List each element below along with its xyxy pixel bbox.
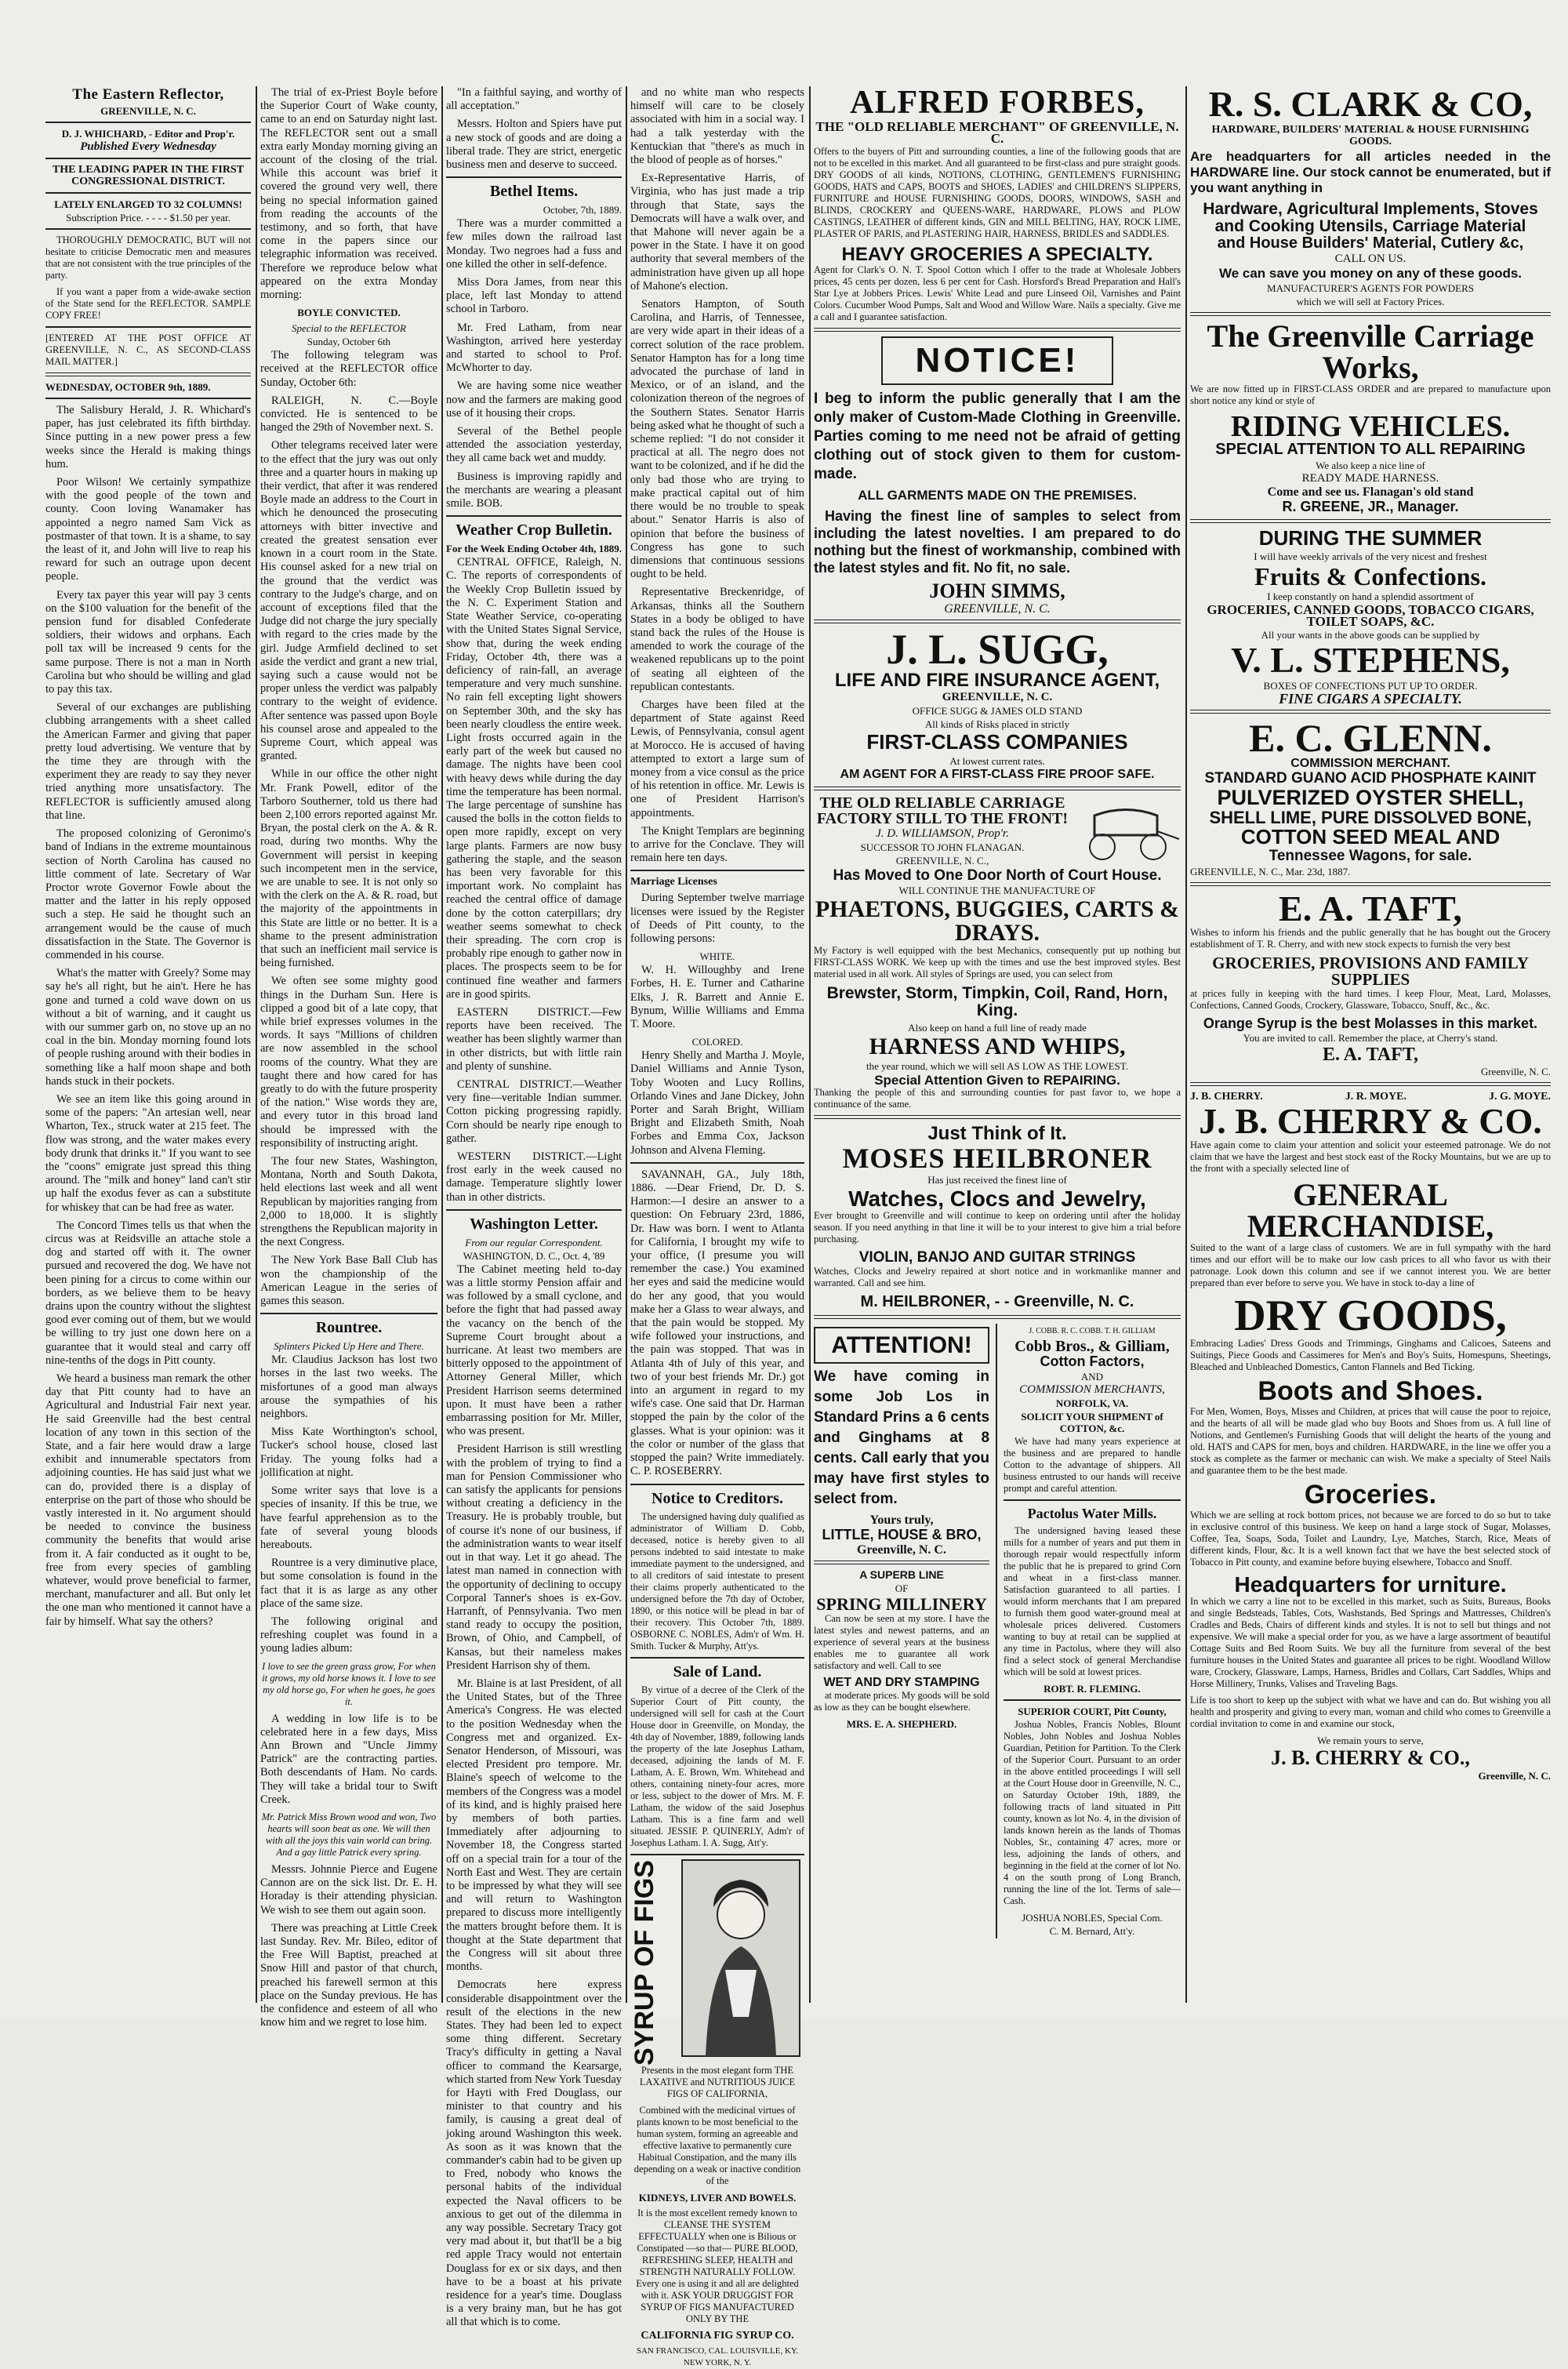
section-date: Sunday, October 6th <box>260 336 437 347</box>
column-1 <box>45 86 251 2003</box>
ad-headline: STANDARD GUANO ACID PHOSPHATE KAINIT <box>1190 771 1551 787</box>
attention-ad <box>814 1324 989 1938</box>
ad-signature: JOHN SIMMS, <box>814 581 1181 601</box>
ad-date: GREENVILLE, N. C., Mar. 23d, 1887. <box>1190 866 1551 877</box>
poem: Mr. Patrick Miss Brown wood and won, Two hearts will soon beat as one. We will then with all the joys this vain world can bring. And a gay little Patrick every spring. <box>260 1811 437 1859</box>
ad-headline: HEAVY GROCERIES A SPECIALTY. <box>814 245 1181 264</box>
article-paragraph: CENTRAL OFFICE, Raleigh, N. C. The reports of correspondents of the Weekly Crop Bulletin issued by the N. C. Experiment Station and State Weather Service, co-operating with the United States Signal Service, show that, during the week ending Friday, October 4th, there was a deficiency of rain-fall, an average temperature and very much sunshine. No rain fell excepting light showers on September 30th, and the sky has been nearly cloudless the entire week. Light frosts occurred again in the early part of the week but caused no damage. The nights have been cool with heavy dews while during the day time the temperature has been normal. The large percentage of sunshine has caused the bolls in the cotton fields to open more rapidly, except on very large plants. Farmers are now busy gathering the staple, and the season has been very favorable for this important work. No complaint has reached the central office of damage done by the cotton caterpillars; dry weather seems somewhat to check their spreading. The corn crop is probably ripe enough to gather now in places. The prospects seem to be for continued fine weather and farmers are in good spirits. <box>446 556 622 1001</box>
article-paragraph: We often see some mighty good things in the Durham Sun. Here is clipped a good bit of a late copy, that while brief expresses volumes in the words. It says "Millions of children are now assembled in the school rooms of the country. What they are taught there and how cared for has greatly to do with the future prosperity of the nation." Wise words they are, and every tutor in this broad land should be impressed with the responsibility of instructing aright. <box>260 975 437 1150</box>
ad-headline: FINE CIGARS A SPECIALTY. <box>1190 693 1551 705</box>
article-paragraph: The Cabinet meeting held to-day was a little stormy Pension affair and was followed by a small cyclone, and before the fight that had passed away the vacancy on the bench of the Supreme Court brought about a hurricane. At least two members are bitterly opposed to the appointment of Attorney General Miller, which President Harrison seems determined upon. It must have been a rather embarrassing position for Mr. Miller, who was present. <box>446 1263 622 1439</box>
ad-title: THE OLD RELIABLE CARRIAGE FACTORY STILL TO THE FRONT! <box>814 795 1071 827</box>
ad-city: NORFOLK, VA. <box>1004 1397 1181 1409</box>
ad-body: We are now fitted up in FIRST-CLASS ORDER and are prepared to manufacture upon short notice any kind or style of <box>1190 383 1551 407</box>
ad-headline: Tennessee Wagons, for sale. <box>1190 848 1551 864</box>
ad-title: ALFRED FORBES, <box>814 86 1181 119</box>
sample-copy: If you want a paper from a wide-awake section of the State send for the REFLECTOR. SAMPLE COPY FREE! <box>45 286 251 322</box>
ad-line: All kinds of Risks placed in strictly <box>814 718 1181 730</box>
buggy-illustration <box>1071 800 1181 863</box>
ad-body: Watches, Clocks and Jewelry repaired at short notice and in workmanlike manner and warranted. Call and see him. <box>814 1266 1181 1289</box>
section-heading: Notice to Creditors. <box>630 1490 804 1508</box>
ad-line: I keep constantly on hand a splendid assortment of <box>1190 590 1551 602</box>
column-5-ads <box>814 86 1181 2003</box>
ad-headline: ALL GARMENTS MADE ON THE PREMISES. <box>814 489 1181 503</box>
ad-line: SOLICIT YOUR SHIPMENT of COTTON, &c. <box>1004 1411 1181 1434</box>
ad-line: AND <box>1004 1371 1181 1383</box>
ad-body: Have again come to claim your attention and solicit your esteemed patronage. We do not claim that we have the largest and best stock east of the Rocky Mountains, but we are up to the front with a specially selected line of <box>1190 1139 1551 1175</box>
partner-name: J. G. MOYE. <box>1489 1091 1551 1103</box>
ad-title: DURING THE SUMMER <box>1190 528 1551 549</box>
ad-city: GREENVILLE, N. C. <box>814 603 1181 615</box>
ad-line: Come and see us. Flanagan's old stand <box>1190 486 1551 498</box>
article-paragraph: President Harrison is still wrestling with the problem of trying to find a man for Pension Commissioner who can satisfy the applicants for pensions without creating a deficiency in the Treasury. He is probably trouble, but of course it's none of our business, if the administration wants to wear itself out in that way. Let it go ahead. The latest man named in connection with the opportunity of declining to occupy Corporal Tanner's shoes is ex-Gov. Harranft, of Pennsylvania. Two men stand ready to occupy the position, Brown, of Ohio, and Campbell, of Kansas, but their nameless makes President Harrison shy of them. <box>446 1443 622 1672</box>
ad-body: Having the finest line of samples to select from including the latest novelties. I am prepared to do nothing but the finest of workmanship, combined with the latest styles and fit. No fit, no sale. <box>814 507 1181 576</box>
ad-line: You are invited to call. Remember the place, at Cherry's stand. <box>1190 1032 1551 1044</box>
simms-notice-ad <box>814 336 1181 615</box>
published-line: Published Every Wednesday <box>45 141 251 153</box>
editor-line: D. J. WHICHARD, - Editor and Prop'r. <box>45 128 251 140</box>
article-paragraph: Messrs. Johnnie Pierce and Eugene Cannon are on the sick list. Dr. E. H. Horaday is their attending physician. We wish to see them out again soon. <box>260 1863 437 1917</box>
article-paragraph: The Knight Templars are beginning to arrive for the Conclave. They will remain here ten days. <box>630 825 804 866</box>
article-paragraph: The trial of ex-Priest Boyle before the Superior Court of Wake county, came to an end on Saturday night last. The REFLECTOR sent out a small extra early Monday morning giving an account of the closing of the trial. While this account was brief it covered the ground very well, there being no special information gained from reading the accounts of the testimony, and so forth, that have come in the papers since our telegraphic information was received. Therefore we reproduce below what appeared on the extra Monday morning: <box>260 86 437 302</box>
ad-body: For Men, Women, Boys, Misses and Children, at prices that will cause the poor to rejoice, and the hearts of all will be made glad who buy Boots and Shoes from us. A full line of Notions, and Gentlemen's Furnishing Goods that will delight the hearts of the young and old. HATS and CAPS for men, boys and children. HARDWARE, in the line we offer you a stock as complete as the farmer or mechanic can wish. We make a specialty of Steel Nails and guarantee them to be the best made. <box>1190 1406 1551 1477</box>
ad-line: WILL CONTINUE THE MANUFACTURE OF <box>814 885 1181 896</box>
ad-body: Suited to the want of a large class of customers. We are in full sympathy with the hard times and our effort will be to make our low cash prices to all who favor us with their patronage. Look down this column and see if we cannot interest you. We are better prepared than ever before to serve you. We have in stock to-day a line of <box>1190 1242 1551 1289</box>
ad-line: All your wants in the above goods can be supplied by <box>1190 629 1551 641</box>
section-subheading: Special to the REFLECTOR <box>260 322 437 334</box>
ad-city: Greenville, N. C. <box>1190 1066 1551 1077</box>
ad-line: We also keep a nice line of <box>1190 460 1551 471</box>
column-2 <box>260 86 437 2003</box>
article-paragraph: Henry Shelly and Martha J. Moyle, Daniel Williams and Annie Tyson, Toby Wooten and Lucy Rollins, Orlando Vines and Jane Dickey, John Porter and Sarah Bright, William Bright and Elizabeth Smith, Noah Forbes and Emma Cox, Jackson Johnson and Alvena Fleming. <box>630 1049 804 1157</box>
lady-illustration <box>682 1860 800 2056</box>
article-paragraph: Other telegrams received later were to the effect that the jury was out only three and a quarter hours in making up their verdict, that after it was rendered Boyle made an address to the Court in which he denounced the prosecuting attorneys with bitter invective and created the greatest sensation ever known in a court room in the State. His counsel asked for a new trial on the ground that the verdict was contrary to the Judge's charge, and on account of exceptions filed that the Judge did not charge the jury specially with regard to the cries made by the girl. Judge Armfield declined to set aside the verdict and grant a new trial, saying such a cause would not be proper unless the verdict was palpably contrary to the weight of evidence. After sentence was passed upon Boyle his counsel arose and appealed to the Supreme Court, which appeal was granted. <box>260 439 437 763</box>
ad-body: Thanking the people of this and surrounding counties for past favor to, we hope a continuance of the same. <box>814 1087 1181 1110</box>
article-paragraph: We heard a business man remark the other day that Pitt county had to have an Agricultural and Industrial Fair next year. He said Greenville had the best central location of any town in this section of the State, and a fair here would draw a large exhibit and innumerable spectators from adjoining counties. He has said just what we can do, provided there is a display of enterprise on the part of those who should be vastly interested in it. No argument should be needed to convince the business community the benefits that would arise from it. A fair conducted as it ought to be, free from every species of gambling whatever, would prove beneficial to farmer, merchant, manufacturer and all. But only let the one man who mentioned it cannot have a fair by himself. What say the others? <box>45 1372 251 1629</box>
ad-title: SPRING MILLINERY <box>814 1596 989 1613</box>
article-paragraph: We are having some nice weather now and the farmers are making good use of it housing their crops. <box>446 380 622 420</box>
column-4 <box>630 86 804 2003</box>
taft-ad <box>1190 891 1551 1078</box>
article-paragraph: W. H. Willoughby and Irene Forbes, H. E. Turner and Catharine Elks, J. R. Barrett and Annie E. Bynum, Willie Williams and Emma T. Moore. <box>630 964 804 1031</box>
article-paragraph: There was a murder committed a few miles down the railroad last Monday. Two negroes had a fuss and one killed the other in self-defence. <box>446 217 622 271</box>
figs-body: Combined with the medicinal virtues of plants known to be most beneficial to the human system, forming an agreeable and effective laxative to permanently cure Habitual Constipation, and the many ills depending on a weak or inactive condition of the <box>630 2105 804 2187</box>
ad-headline: DRY GOODS, <box>1190 1294 1551 1338</box>
ad-line: A SUPERB LINE <box>814 1569 989 1581</box>
enlarged-line: LATELY ENLARGED TO 32 COLUMNS! <box>45 198 251 210</box>
article-paragraph: Poor Wilson! We certainly sympathize with the good people of the town and county. Coon loving Wanamaker has appointed a negro named Sam Vick as postmaster of that town. It is a shame, to say the least of it, and John will live to reap his reward for such an outrage upon decent people. <box>45 476 251 584</box>
section-heading: Washington Letter. <box>446 1215 622 1234</box>
article-paragraph: Miss Dora James, from near this place, left last Monday to attend school in Tarboro. <box>446 276 622 317</box>
ad-headline: Orange Syrup is the best Molasses in this market. <box>1190 1016 1551 1031</box>
legal-notice: Joshua Nobles, Francis Nobles, Blount Nobles, John Nobles and Joshua Nobles Guardian, Petition for Partition. To the Clerk of the Superior Court. Pursuant to an order in the above entitled proceedings I will sell at the Court House door in Greenville, N. C., on Saturday October 19th, 1889, the following tracts of land situated in Pitt county, known as lot No. 4, in the division of lands known herein as the lands of Thomas Nobles, Sr., containing 47 acres, more or less, adjoining the lands of others, and beginning in the field at the corner of lot No. 4 on the south prong of Long Branch, running the line of the lot. Terms of sale—Cash. <box>1004 1719 1181 1907</box>
column-rule <box>809 86 811 2003</box>
list-heading: WHITE. <box>630 950 804 962</box>
ad-headline: GROCERIES, PROVISIONS AND FAMILY SUPPLIES <box>1190 955 1551 988</box>
ad-title: J. L. SUGG, <box>814 628 1181 670</box>
article-paragraph: We see an item like this going around in some of the papers: "An artesian well, near Wharton, Tex., struck water at 215 feet. The flow was strong, and the water makes every body drunk that drinks it." If you want to see the "coons" emigrate just spread this thing around. The "milk and honey" land can't stir up half the exodus fever as can a substitute for whiskey that can be had free as water. <box>45 1093 251 1215</box>
ad-line: OF <box>814 1582 989 1594</box>
ad-body: The undersigned having leased these mills for a number of years and put them in thorough repair would respectfully inform the public that he is prepared to grind Corn and wheat in a first-class manner. Satisfaction guaranteed to all parties. I would inform merchants that I am prepared to furnish them good water-ground meal at wholesale prices delivered. Customers wanting to buy at retail can be supplied at any time in Pactolus, where they will also find a select stock of general Merchandise which will be sold at lowest prices. <box>1004 1525 1181 1678</box>
legal-notice: The undersigned having duly qualified as administrator of William D. Cobb, deceased, notice is hereby given to all persons indebted to said intestate to make immediate payment to the undersigned, and to all creditors of said intestate to present their claims properly authenticated to the undersigned before the 7th day of October, 1890, or this notice will be plead in bar of their recovery. This October 7th, 1889. OSBORNE C. NOBLES, Adm'r of Wm. H. Smith. Tucker & Murphy, Att'ys. <box>630 1511 804 1652</box>
column-3 <box>446 86 622 2003</box>
article-paragraph: EASTERN DISTRICT.—Few reports have been received. The weather has been slightly warmer than in other districts, but with little rain and plenty of sunshine. <box>446 1006 622 1074</box>
figs-body: It is the most excellent remedy known to CLEANSE THE SYSTEM EFFECTUALLY when one is Bilious or Constipated —so that— PURE BLOOD, REFRESHING SLEEP, HEALTH and STRENGTH NATURALLY FOLLOW. Every one is using it and all are delighted with it. ASK YOUR DRUGGIST FOR SYRUP OF FIGS MANUFACTURED ONLY BY THE <box>630 2207 804 2325</box>
entered-notice: [ENTERED AT THE POST OFFICE AT GREENVILLE, N. C., AS SECOND-CLASS MAIL MATTER.] <box>45 332 251 368</box>
column-rule <box>626 86 627 2003</box>
article-paragraph: A wedding in low life is to be celebrated here in a few days, Miss Ann Brown and "Uncle Jimmy Patrick" are the contracting parties. Both descendants of Ham. No cards. They will take a bridal tour to Swift Creek. <box>260 1713 437 1807</box>
cobb-ad <box>1004 1324 1181 1938</box>
ad-headline: SPECIAL ATTENTION TO ALL REPAIRING <box>1190 441 1551 458</box>
ad-signature: V. L. STEPHENS, <box>1190 642 1551 678</box>
ad-body: Offers to the buyers of Pitt and surrounding counties, a line of the following goods that are not to be excelled in this market. And all guaranteed to be first-class and pure straight goods. DRY GOODS of all kinds, NOTIONS, CLOTHING, GENTLEMEN'S FURNISHING GOODS, HATS and CAPS, BOOTS and SHOES, LADIES' and CHILDREN'S SLIPPERS, FURNITURE and HOUSE FURNISHING GOODS, DOORS, WINDOWS, SASH and BLINDS, CROCKERY and QUEENS-WARE, HARDWARE, PLOWS and PLOW CASTINGS, LEATHER of different kinds, GIN and MILL BELTING, HAY, ROCK LIME, PLASTER OF PARIS, and PLASTERING HAIR, HARNESS, BRIDLES and SADDLES. <box>814 146 1181 240</box>
column-rule <box>1185 86 1187 2003</box>
article-paragraph: The following telegram was received at the REFLECTOR office Sunday, October 6th: <box>260 349 437 390</box>
ad-line: the year round, which we will sell AS LOW AS THE LOWEST. <box>814 1060 1181 1072</box>
article-paragraph: What's the matter with Greely? Some may say he's all right, but he ain't. Here he has gone and turned a cold wave down on us without a bit of warning, and it caught us with our summer garb on, no stove up an no coal in the bin. Monday morning found lots of people rushing around with their bodies in something like a half moon shape and both hands stuck in their pockets. <box>45 967 251 1088</box>
figs-cities: SAN FRANCISCO, CAL. LOUISVILLE, KY. NEW YORK, N. Y. <box>630 2345 804 2369</box>
ad-line: J. D. WILLIAMSON, Prop'r. <box>814 828 1071 840</box>
ad-city: GREENVILLE, N. C. <box>814 692 1181 703</box>
ad-body: at prices fully in keeping with the hard times. I keep Flour, Meat, Lard, Molasses, Confections, Canned Goods, Crockery, Glassware, Tobacco, Snuff, &c., &c. <box>1190 988 1551 1012</box>
ad-body: I beg to inform the public generally that I am the only maker of Custom-Made Clothing in Greenville. Parties coming to me need not be afraid of getting clothing out of stock given to them for custom-made. <box>814 390 1181 484</box>
section-heading: Sale of Land. <box>630 1663 804 1681</box>
heilbroner-ad <box>814 1124 1181 1310</box>
list-heading: COLORED. <box>630 1036 804 1048</box>
masthead <box>45 86 251 399</box>
article-paragraph: SAVANNAH, GA., July 18th, 1886. —Dear Friend, Dr. D. S. Harmon:—I desire an answer to a question: On February 23rd, 1886, Dr. Haw was born. I went to Atlanta for California, I brought my wife to your office, (I presume you will remember the case.) You examined her eyes and said the medicine would do her any good, that you would make her a Glass to wear always, and that the pain would be stopped. My wife followed your instructions, and the pain was stopped. That was in Atlanta 4th of July of this year, and two of your best friends Mr. Dr.) got into an argument in regard to my wife's case. One said that Dr. Harman stopped the pain by the color of the glasses. What is your opinion: was it the color or number of the glass that stopped the pain? Write immediately. C. P. ROSEBERRY. <box>630 1168 804 1479</box>
article-paragraph: Miss Kate Worthington's school, Tucker's school house, closed last Friday. The young folks had a jollification at night. <box>260 1426 437 1480</box>
ad-signature: E. A. TAFT, <box>1190 1045 1551 1064</box>
paper-title: The Eastern Reflector, <box>45 86 251 104</box>
cherry-ad <box>1190 1091 1551 1782</box>
ad-headline: HARNESS AND WHIPS, <box>814 1035 1181 1059</box>
article-paragraph: Every tax payer this year will pay 3 cents on the $100 valuation for the benefit of the pension fund for disabled Confederate soldiers, their widows and orphans. Each poll tax will be increased 9 cents for the same purpose. There is not a man in North Carolina but who should be willing and glad to pay this tax. <box>45 589 251 697</box>
ad-headline: RIDING VEHICLES. <box>1190 412 1551 441</box>
article-paragraph: "In a faithful saying, and worthy of all acceptation." <box>446 86 622 113</box>
article-paragraph: There was preaching at Little Creek last Sunday. Rev. Mr. Bileo, editor of the Free Will Baptist, preached at Snow Hill and pastor of that church, preached his farewell sermon at this place on the Sunday previous. He has the confidence and esteem of all who know him and we regret to lose him. <box>260 1922 437 2030</box>
article-paragraph: CENTRAL DISTRICT.—Weather very fine—veritable Indian summer. Cotton picking progressing rapidly. Corn should be nearly ripe enough to gather. <box>446 1078 622 1146</box>
section-date: October, 7th, 1889. <box>446 204 622 216</box>
ad-body: Agent for Clark's O. N. T. Spool Cotton which I offer to the trade at Wholesale Jobbers prices, 45 cents per dozen, less 6 per cent for Cash. Horsford's Bread Preparation and Hall's Star Lye at Jobbers Prices. Lewis' White Lead and pure Linseed Oil, Varnishes and Paint Colors. Cucumber Wood Pumps, Salt and Wood and Willow Ware. Nails a specialty. Give me a call and I guarantee satisfaction. <box>814 264 1181 323</box>
ad-headline: WET AND DRY STAMPING <box>814 1677 989 1690</box>
article-paragraph: The Salisbury Herald, J. R. Whichard's paper, has just celebrated its fifth birthday. Since putting in a new power press a few weeks since the Herald is making things hum. <box>45 404 251 471</box>
ad-title: ATTENTION! <box>831 1332 971 1358</box>
article-paragraph: The New York Base Ball Club has won the championship of the American League in the series of games this season. <box>260 1254 437 1308</box>
section-heading: Rountree. <box>260 1319 437 1337</box>
ad-body: Which we are selling at rock bottom prices, not because we are forced to do so but to take in exclusive control of this business. We keep on hand a large stock of Sugar, Molasses, Coffee, Tea, Soaps, Soda, Toilet and Laundry, Lye, Matches, Starch, Rice, Meats of different kinds, Flour, &c. It is a well known fact that we have the best selected stock of Tobacco in Pitt county, and examine before buying elsewhere, Tobacco and Snuff. <box>1190 1510 1551 1568</box>
ad-line: We remain yours to serve, <box>1190 1735 1551 1746</box>
ad-signature: JOSHUA NOBLES, Special Com. <box>1004 1912 1181 1924</box>
ad-body: Ever brought to Greenville and will continue to keep on ordering until after the holiday season. If you need anything in that line it will be to your interest to give him a trial before purchasing. <box>814 1210 1181 1245</box>
ad-headline: PHAETONS, BUGGIES, CARTS & DRAYS. <box>814 898 1181 945</box>
ad-body: We have coming in some Job Los in Standard Prins a 6 cents and Ginghams at 8 cents. Call early that you may have first styles to select from. <box>814 1367 989 1510</box>
article-paragraph: The Concord Times tells us that when the circus was at Reidsville an attache stole a dog and started off with it. The owner pursued and recovered the dog. We have not been pining for a circus to come within our borders, as we believe them to be heavy drains upon the country without the slightest good ever coming out of them, but we would be willing to try just one down here on a guarantee that it would steal and carry off nine-tenths of the dogs in Pitt county. <box>45 1219 251 1368</box>
stephens-ad <box>1190 528 1551 705</box>
ad-headline: Has Moved to One Door North of Court House. <box>814 868 1181 884</box>
ad-headline: GENERAL MERCHANDISE, <box>1190 1179 1551 1242</box>
figs-title: SYRUP OF FIGS <box>630 1860 677 2066</box>
article-paragraph: During September twelve marriage licenses were issued by the Register of Deeds of Pitt county, to the following persons: <box>630 892 804 946</box>
article-paragraph: Ex-Representative Harris, of Virginia, who has just made a trip through that State, says the Democrats will have a walk over, and that Mahone will never again be a power in the State. I have it on good authority that several members of the administration have given up all hope of Mahone's election. <box>630 172 804 293</box>
ad-line: At lowest current rates. <box>814 755 1181 767</box>
ad-headline: Fruits & Confections. <box>1190 564 1551 589</box>
ad-line: C. M. Bernard, Att'y. <box>1004 1925 1181 1937</box>
ad-city: Greenville, N. C. <box>1190 1770 1551 1782</box>
article-paragraph: Several of the Bethel people attended the association yesterday, they all came back wet and muddy. <box>446 425 622 466</box>
ad-headline: Brewster, Storm, Timpkin, Coil, Rand, Horn, King. <box>814 985 1181 1019</box>
issue-date: WEDNESDAY, OCTOBER 9th, 1889. <box>45 381 251 393</box>
leading-paper: THE LEADING PAPER IN THE FIRST CONGRESSIONAL DISTRICT. <box>45 164 251 187</box>
article-paragraph: While in our office the other night Mr. Frank Powell, editor of the Tarboro Southerner, told us there had been 2,100 errors reported against Mr. Bryan, the postal clerk on the A. & R. road, during two months. Why the Government will persist in keeping such incompetent men in the service, we are unable to see. It is not only so with the clerk on the A. & R. road, but the majority of the appointments in this State are little or no better. It is a shame to the present administration that such an inefficient mail service is being furnished. <box>260 768 437 970</box>
ad-headline: Headquarters for urniture. <box>1190 1573 1551 1596</box>
ad-body: Are headquarters for all articles needed in the HARDWARE line. Our stock cannot be enumerated, but if you want anything in <box>1190 149 1551 196</box>
ad-line: BOXES OF CONFECTIONS PUT UP TO ORDER. <box>1190 680 1551 692</box>
glenn-ad <box>1190 718 1551 877</box>
ad-signature: M. HEILBRONER, - - Greenville, N. C. <box>814 1294 1181 1310</box>
partner-name: J. B. CHERRY. <box>1190 1091 1263 1103</box>
column-rule <box>256 86 257 2003</box>
ad-body: Can now be seen at my store. I have the latest styles and newest patterns, and an experience of several years at the business enables me to guarantee all work satisfactory and well. Call to see <box>814 1613 989 1672</box>
ad-line: COMMISSION MERCHANTS, <box>1004 1384 1181 1396</box>
forbes-ad <box>814 86 1181 323</box>
ad-headline: AM AGENT FOR A FIRST-CLASS FIRE PROOF SAFE. <box>814 768 1181 782</box>
section-subheading: For the Week Ending October 4th, 1889. <box>446 543 622 554</box>
ad-line: I will have weekly arrivals of the very nicest and freshest <box>1190 550 1551 562</box>
article-paragraph: RALEIGH, N. C.—Boyle convicted. He is sentenced to be hanged the 29th of November next. S. <box>260 394 437 435</box>
section-heading: Weather Crop Bulletin. <box>446 521 622 540</box>
article-paragraph: Rountree is a very diminutive place, but some consolation is found in the fact that it is as large as any other place of the same size. <box>260 1557 437 1611</box>
ad-title: R. S. CLARK & CO, <box>1190 86 1551 122</box>
ad-line: READY MADE HARNESS. <box>1190 473 1551 485</box>
subscription-price: Subscription Price. - - - - $1.50 per year. <box>45 212 251 223</box>
carriage-works-ad <box>1190 321 1551 514</box>
ad-signature: MRS. E. A. SHEPHERD. <box>814 1718 989 1730</box>
ad-title: E. C. GLENN. <box>1190 718 1551 758</box>
article-paragraph: The following original and refreshing couplet was found in a young ladies album: <box>260 1615 437 1656</box>
article-paragraph: Charges have been filed at the department of State against Reed Lewis, of Pennsylvania, consul agent at Morocco. He is accused of having attempted to extort a large sum of money from a vice consul as the price of his retention in office. Mr. Lewis is one of President Harrison's appointments. <box>630 699 804 820</box>
ad-subtitle: HARDWARE, BUILDERS' MATERIAL & HOUSE FURNISHING GOODS. <box>1190 124 1551 147</box>
section-heading: BOYLE CONVICTED. <box>260 307 437 319</box>
motto: THOROUGHLY DEMOCRATIC, BUT will not hesitate to criticise Democratic men and measures that are not consistent with the true principles of the party. <box>45 234 251 282</box>
section-subheading: Splinters Picked Up Here and There. <box>260 1340 437 1352</box>
section-heading: Marriage Licenses <box>630 876 804 888</box>
ad-subtitle: THE "OLD RELIABLE MERCHANT" OF GREENVILLE, N. C. <box>814 121 1181 144</box>
ad-body: We have had many years experience at the business and are prepared to handle Cotton to the advantage of shippers. All business entrusted to our hands will receive prompt and careful attention. <box>1004 1436 1181 1495</box>
sugg-ad <box>814 628 1181 781</box>
ad-title: E. A. TAFT, <box>1190 891 1551 927</box>
ad-body: Life is too short to keep up the subject with what we have and can do. But wishing you all health and prosperity and giving to every man, woman and child who comes to Greenville a cordial invitation to come in and examine our stock, <box>1190 1695 1551 1730</box>
ad-line: MANUFACTURER'S AGENTS FOR POWDERS <box>1190 282 1551 294</box>
article-paragraph: Several of our exchanges are publishing clubbing arrangements with a sheet called the American Farmer and giving that paper pretty loud advertising. We venture that by the time they are through with the experiment they are ready to say they never tried anything more unsatisfactory. The REFLECTOR is sufficiently amused along that line. <box>45 701 251 823</box>
ad-line: Yours truly, <box>814 1514 989 1526</box>
article-paragraph: The proposed colonizing of Geronimo's band of Indians in the extreme mountainous section of North Carolina has caused no little comment of late. Secretary of War Proctor wrote Governor Fowle about the matter and the latter in his reply opposed such a step. He said he thought such an arrangement would be the cause of much dissatisfaction in the State. The Governor is commended in his course. <box>45 827 251 962</box>
ad-headline: SHELL LIME, PURE DISSOLVED BONE, <box>1190 808 1551 827</box>
ad-title: J. B. CHERRY & CO. <box>1190 1103 1551 1139</box>
article-paragraph: Mr. Claudius Jackson has lost two horses in the last two weeks. The misfortunes of a good man always arouse the sympathies of his neighbors. <box>260 1353 437 1421</box>
legal-notice: By virtue of a decree of the Clerk of the Superior Court of Pitt county, the undersigned will sell for cash at the Court House door in Greenville, on Monday, the 4th day of November, 1889, following lands the property of the late Josephus Latham, deceased, adjoining the lands of M. F. Latham, A. E. Brown, Wm. Whitehead and others, containing ninety-four acres, more or less, subject to the dower of Mrs. M. F. Latham, the widow of the said Josephus Latham. This is a fine farm and well situated. JESSIE P. QUINERLY, Adm'r of Josephus Latham. I. A. Sugg, Att'y. <box>630 1684 804 1849</box>
article-paragraph: The four new States, Washington, Montana, North and South Dakota, held elections last week and all went Republican by majorities ranging from 2,000 to 18,000. It is slightly strengthens the Republican majority in the next Congress. <box>260 1155 437 1249</box>
ad-headline: Hardware, Agricultural Implements, Stoves and Cooking Utensils, Carriage Material <box>1190 201 1551 235</box>
ad-line: OFFICE SUGG & JAMES OLD STAND <box>814 705 1181 717</box>
article-paragraph: Mr. Blaine is at last President, of all the United States, but of the Three America's Congress. He was elected to the position Wednesday when the Congress met and organized. Ex-Senator Henderson, of Missouri, was elected President pro tempore. Mr. Blaine's speech of welcome to the members of the Congress was a model of its kind, and is highly praised here by members of both parties. Immediately after adjourning to November 18, the Congress started off on a special train for a tour of the North East and West. They are certain to be impressed by what they will see and will return to Washington prepared to discuss more intelligently the matters brought before them. It is thought at the State department that the Congress will sit about three months. <box>446 1677 622 1974</box>
ad-line: Has just received the finest line of <box>814 1174 1181 1186</box>
ad-title: MOSES HEILBRONER <box>814 1144 1181 1172</box>
paper-city: GREENVILLE, N. C. <box>45 105 251 117</box>
column-rule <box>996 1324 997 1938</box>
ad-signature: ROBT. R. FLEMING. <box>1004 1683 1181 1695</box>
ad-city: Greenville, N. C. <box>814 1544 989 1556</box>
article-paragraph: Representative Breckenridge, of Arkansas, thinks all the Southern States in a body be obliged to have stand back the rules of the House is amended to work the courage of the weakened republicans up to the point of seating all eighteen of the republican contestants. <box>630 586 804 694</box>
ad-line: CALL ON US. <box>1190 253 1551 265</box>
column-rule <box>441 86 443 2003</box>
section-heading: Pactolus Water Mills. <box>1004 1506 1181 1522</box>
ad-line: SUCCESSOR TO JOHN FLANAGAN. <box>814 841 1071 853</box>
ad-line: J. COBB. R. C. COBB. T. H. GILLIAM <box>1004 1325 1181 1337</box>
ad-headline: Cotton Factors, <box>1004 1354 1181 1369</box>
ad-headline: FIRST-CLASS COMPANIES <box>814 732 1181 753</box>
article-paragraph: Democrats here express considerable disappointment over the result of the elections in the new States. They had been led to expect some thing different. Secretary Tracy's difficulty in getting a Naval officer to command the Kearsarge, which started from New York Tuesday for Hayti with Fred Douglass, our minister to that country and his family, is causing a great deal of joking around Washington this week. As soon as it was known that the commander's cabin had to be given up to Fred, nobody who knows the personal habits of the individual expected the Naval officers to be anxious to get out of the dilemma in any way possible. Secretary Tracy got very mad about it, but that'll be a big red apple Tracy would not entertain Douglass for ex or six days, and then have to be a boast at his private residence for a year's time. Douglass is a very brainy man, but he has got all that which is to come. <box>446 1978 622 2329</box>
clark-ad <box>1190 86 1551 307</box>
ad-headline: Watches, Clocs and Jewelry, <box>814 1187 1181 1210</box>
ad-signature: R. GREENE, JR., Manager. <box>1190 500 1551 514</box>
syrup-of-figs-ad <box>630 1860 804 2369</box>
ad-body: In which we carry a line not to be excelled in this market, such as Suits, Bureaus, Books and single Bedsteads, Tables, Cots, Washstands, Bed Springs and Mattresses, Children's Cradles and Beds, Chairs of different kinds and styles. It is not to sell but things and not expensive. We will make a special order for you, as we have a large assortment of beautiful Cottage Suits and Bed Room Suits. We buy all the furniture from several of the best furniture houses in the United States and guarantee all prices to be right. Woodland Willow ware, Crockery, Glassware, Lamps, Harness, Bridles and Collars, Cart Saddles, Whips and Horse Millinery, Trunks, Valises and Traveling Bags. <box>1190 1596 1551 1690</box>
section-date: WASHINGTON, D. C., Oct. 4, '89 <box>446 1250 622 1262</box>
ad-headline: VIOLIN, BANJO AND GUITAR STRINGS <box>814 1250 1181 1266</box>
section-heading: Bethel Items. <box>446 183 622 201</box>
ad-headline: PULVERIZED OYSTER SHELL, <box>1190 787 1551 808</box>
ad-headline: Special Attention Given to REPAIRING. <box>814 1074 1181 1088</box>
ad-headline: and House Builders' Material, Cutlery &c, <box>1190 235 1551 252</box>
section-heading: SUPERIOR COURT, Pitt County, <box>1004 1706 1181 1717</box>
ad-line: Also keep on hand a full line of ready made <box>814 1022 1181 1034</box>
column-6-ads <box>1190 86 1551 2003</box>
partner-name: J. R. MOYE. <box>1345 1091 1406 1103</box>
article-paragraph: Some writer says that love is a species of insanity. If this be true, we have fearful apprehension as to the fate of several young bloods hereabouts. <box>260 1484 437 1552</box>
ad-city: GREENVILLE, N. C., <box>814 855 1071 867</box>
ad-subtitle: COMMISSION MERCHANT. <box>1190 758 1551 771</box>
ad-signature: LITTLE, HOUSE & BRO, <box>814 1528 989 1542</box>
ad-body: Embracing Ladies' Dress Goods and Trimmings, Ginghams and Calicoes, Sateens and Suitings, Piece Goods and Cassimeres for Men's and Boy's Suits, Homespuns, Sheetings, Bleached and Unbleached Domestics, Canton Flannels and Bed Ticking. <box>1190 1338 1551 1373</box>
ad-body: Wishes to inform his friends and the public generally that he has bought out the Grocery establishment of T. R. Cherry, and with new stock expects to furnish the very best <box>1190 927 1551 950</box>
figs-caption: Presents in the most elegant form THE LAXATIVE and NUTRITIOUS JUICE FIGS OF CALIFORNIA, <box>630 2065 804 2100</box>
ad-title: The Greenville Carriage Works, <box>1190 321 1551 383</box>
article-paragraph: Business is improving rapidly and the merchants are wearing a pleasant smile. BOB. <box>446 471 622 511</box>
figs-maker: CALIFORNIA FIG SYRUP CO. <box>630 2330 804 2342</box>
carriage-factory-ad <box>814 795 1181 1111</box>
ad-title: Cobb Bros., & Gilliam, <box>1004 1339 1181 1354</box>
ad-headline: Groceries. <box>1190 1481 1551 1510</box>
ad-body: My Factory is well equipped with the best Mechanics, consequently put up nothing but FIRST-CLASS WORK. We keep up with the times and use the best improved styles. Best material used in all work. All styles of Springs are used, you can select from <box>814 945 1181 980</box>
article-paragraph: Messrs. Holton and Spiers have put a new stock of goods and are doing a liberal trade. They are strict, energetic business men and deserve to succeed. <box>446 118 622 172</box>
ad-line: which we will sell at Factory Prices. <box>1190 296 1551 307</box>
ad-headline: Boots and Shoes. <box>1190 1378 1551 1406</box>
ad-headline: GROCERIES, CANNED GOODS, TOBACCO CIGARS, TOILET SOAPS, &C. <box>1190 604 1551 627</box>
article-paragraph: Senators Hampton, of South Carolina, and Harris, of Tennessee, are very wide apart in their ideas of a correct solution of the race problem. Senator Hampton has for a long time advocated the purchase of land in Mexico, or of an island, and the colonization thereon of the negroes of the Southern States. Senator Harris being asked what he thought of such a scheme replied: "I do not consider it practical at all. The negro does not want to be colonized, and if he did the only bad those who are trying to make practical capital out of him there would be no trouble to speak about." Senator Harris is also of opinion that before the business of Congress has gone to such dimensions that continuous sessions ought to be held. <box>630 298 804 581</box>
article-paragraph: Mr. Fred Latham, from near Washington, arrived here yesterday and started to school to Prof. McWhorter to day. <box>446 322 622 376</box>
ad-body: at moderate prices. My goods will be sold as low as they can be bought elsewhere. <box>814 1690 989 1713</box>
figs-kidneys: KIDNEYS, LIVER AND BOWELS. <box>630 2192 804 2204</box>
ad-headline: COTTON SEED MEAL AND <box>1190 827 1551 848</box>
ad-subtitle: LIFE AND FIRE INSURANCE AGENT, <box>814 670 1181 690</box>
two-column-ads <box>814 1324 1181 1938</box>
poem: I love to see the green grass grow, For when it grows, my old horse knows it. I love to see my old horse go, For when he goes, he goes it. <box>260 1661 437 1708</box>
ad-title: Just Think of It. <box>814 1124 1181 1143</box>
ad-signature: J. B. CHERRY & CO., <box>1190 1748 1551 1768</box>
article-paragraph: WESTERN DISTRICT.—Light frost early in the week caused no damage. Temperature slightly lower than in other districts. <box>446 1150 622 1204</box>
ad-headline: We can save you money on any of these goods. <box>1190 267 1551 281</box>
ad-title: NOTICE! <box>916 341 1080 380</box>
article-paragraph: and no white man who respects himself will care to be closely associated with him in a social way. I had a talk yesterday with the Kentuckian that "there's as much in the blood of people as of horses." <box>630 86 804 167</box>
section-subheading: From our regular Correspondent. <box>446 1237 622 1248</box>
